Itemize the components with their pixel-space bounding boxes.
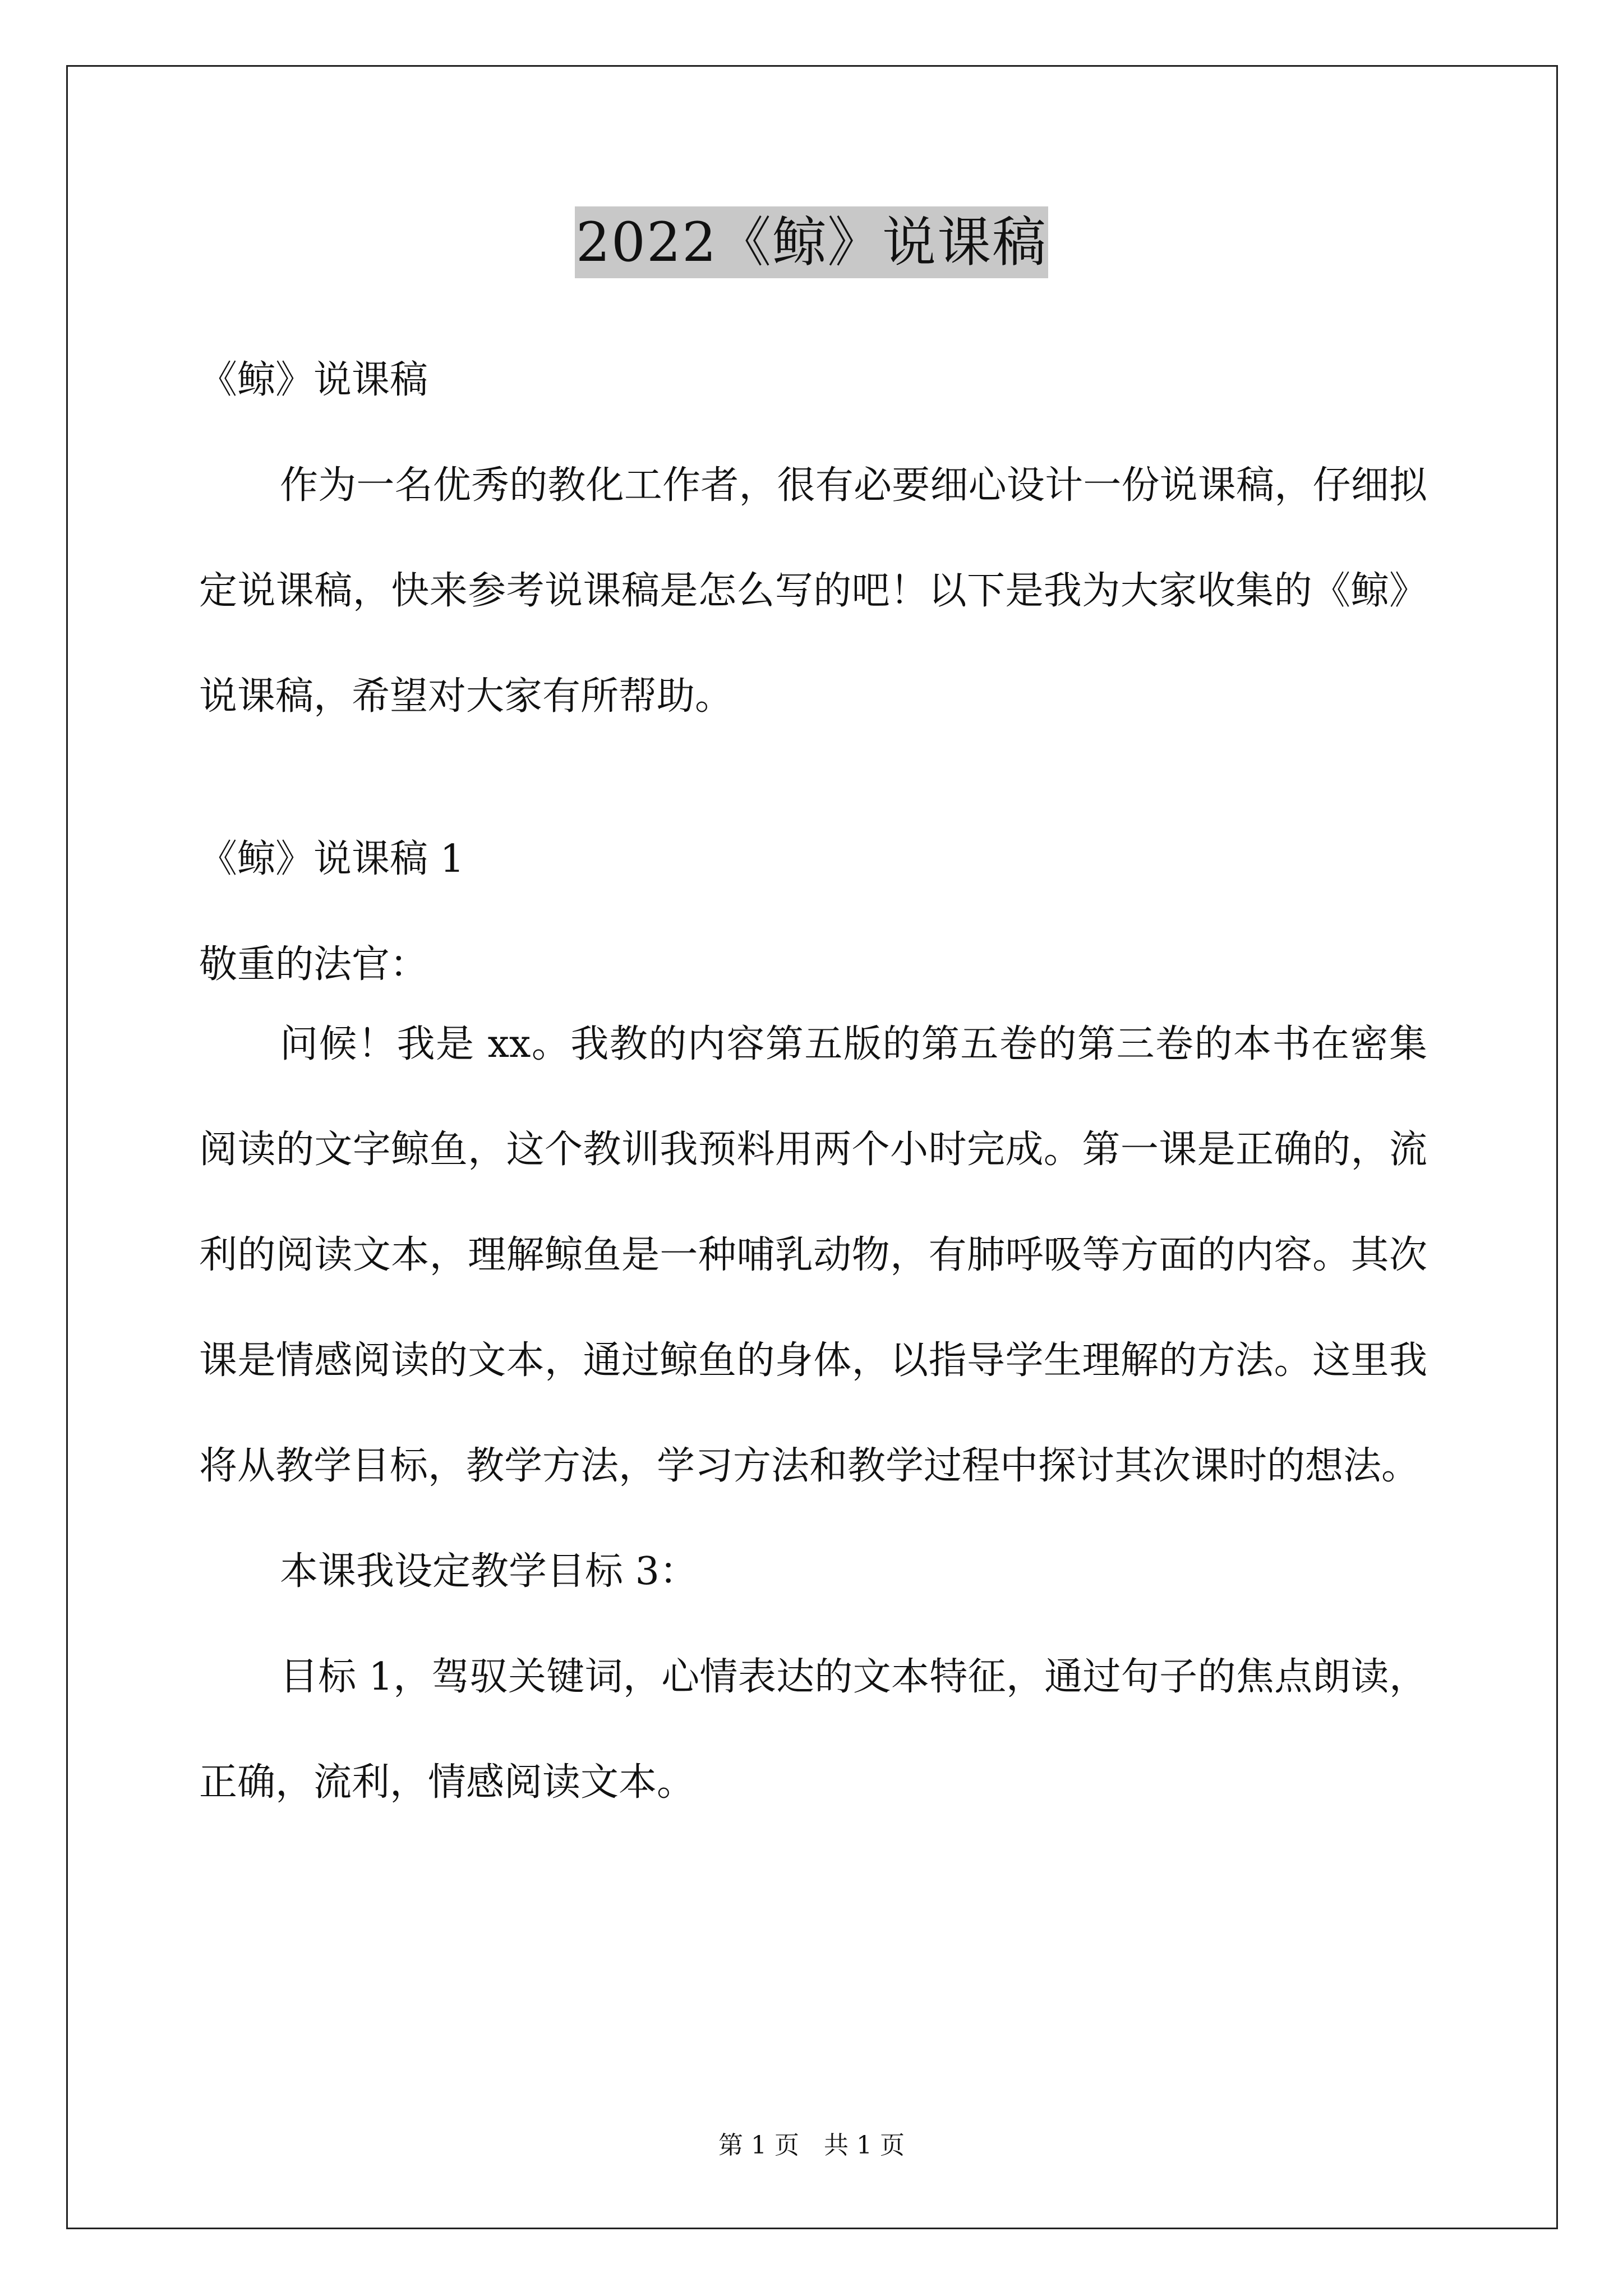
body-paragraph-1: 问候！我是 xx。我教的内容第五版的第五卷的第三卷的本书在密集阅读的文字鲸鱼，这个教训我预料用两个小时完成。第一课是正确的，流利的阅读文本，理解鲸鱼是一种哺乳动物，有肺呼吸等方面的内容。其次课是情感阅读的文本，通过鲸鱼的身体，以指导学生理解的方法。这里我将从教学目标，教学方法，学习方法和教学过程中探讨其次课时的想法。	[199, 1022, 1427, 1488]
document-title: 2022《鲸》说课稿	[575, 206, 1048, 278]
section-heading: 《鲸》说课稿 1	[199, 837, 464, 881]
intro-paragraph: 作为一名优秀的教化工作者，很有必要细心设计一份说课稿，仔细拟定说课稿，快来参考说课稿是怎么写的吧！以下是我为大家收集的《鲸》说课稿，希望对大家有所帮助。	[199, 463, 1427, 719]
document-body	[199, 342, 1427, 1835]
salutation: 敬重的法官：	[199, 942, 428, 987]
document-title-wrapper	[0, 206, 1623, 278]
body-paragraph-2: 本课我设定教学目标 3：	[280, 1549, 698, 1594]
page-footer: 第 1 页 共 1 页	[718, 2131, 905, 2160]
body-paragraph-3: 目标 1，驾驭关键词，心情表达的文本特征，通过句子的焦点朗读，正确，流利，情感阅读文本。	[199, 1655, 1427, 1805]
subtitle: 《鲸》说课稿	[199, 358, 428, 402]
